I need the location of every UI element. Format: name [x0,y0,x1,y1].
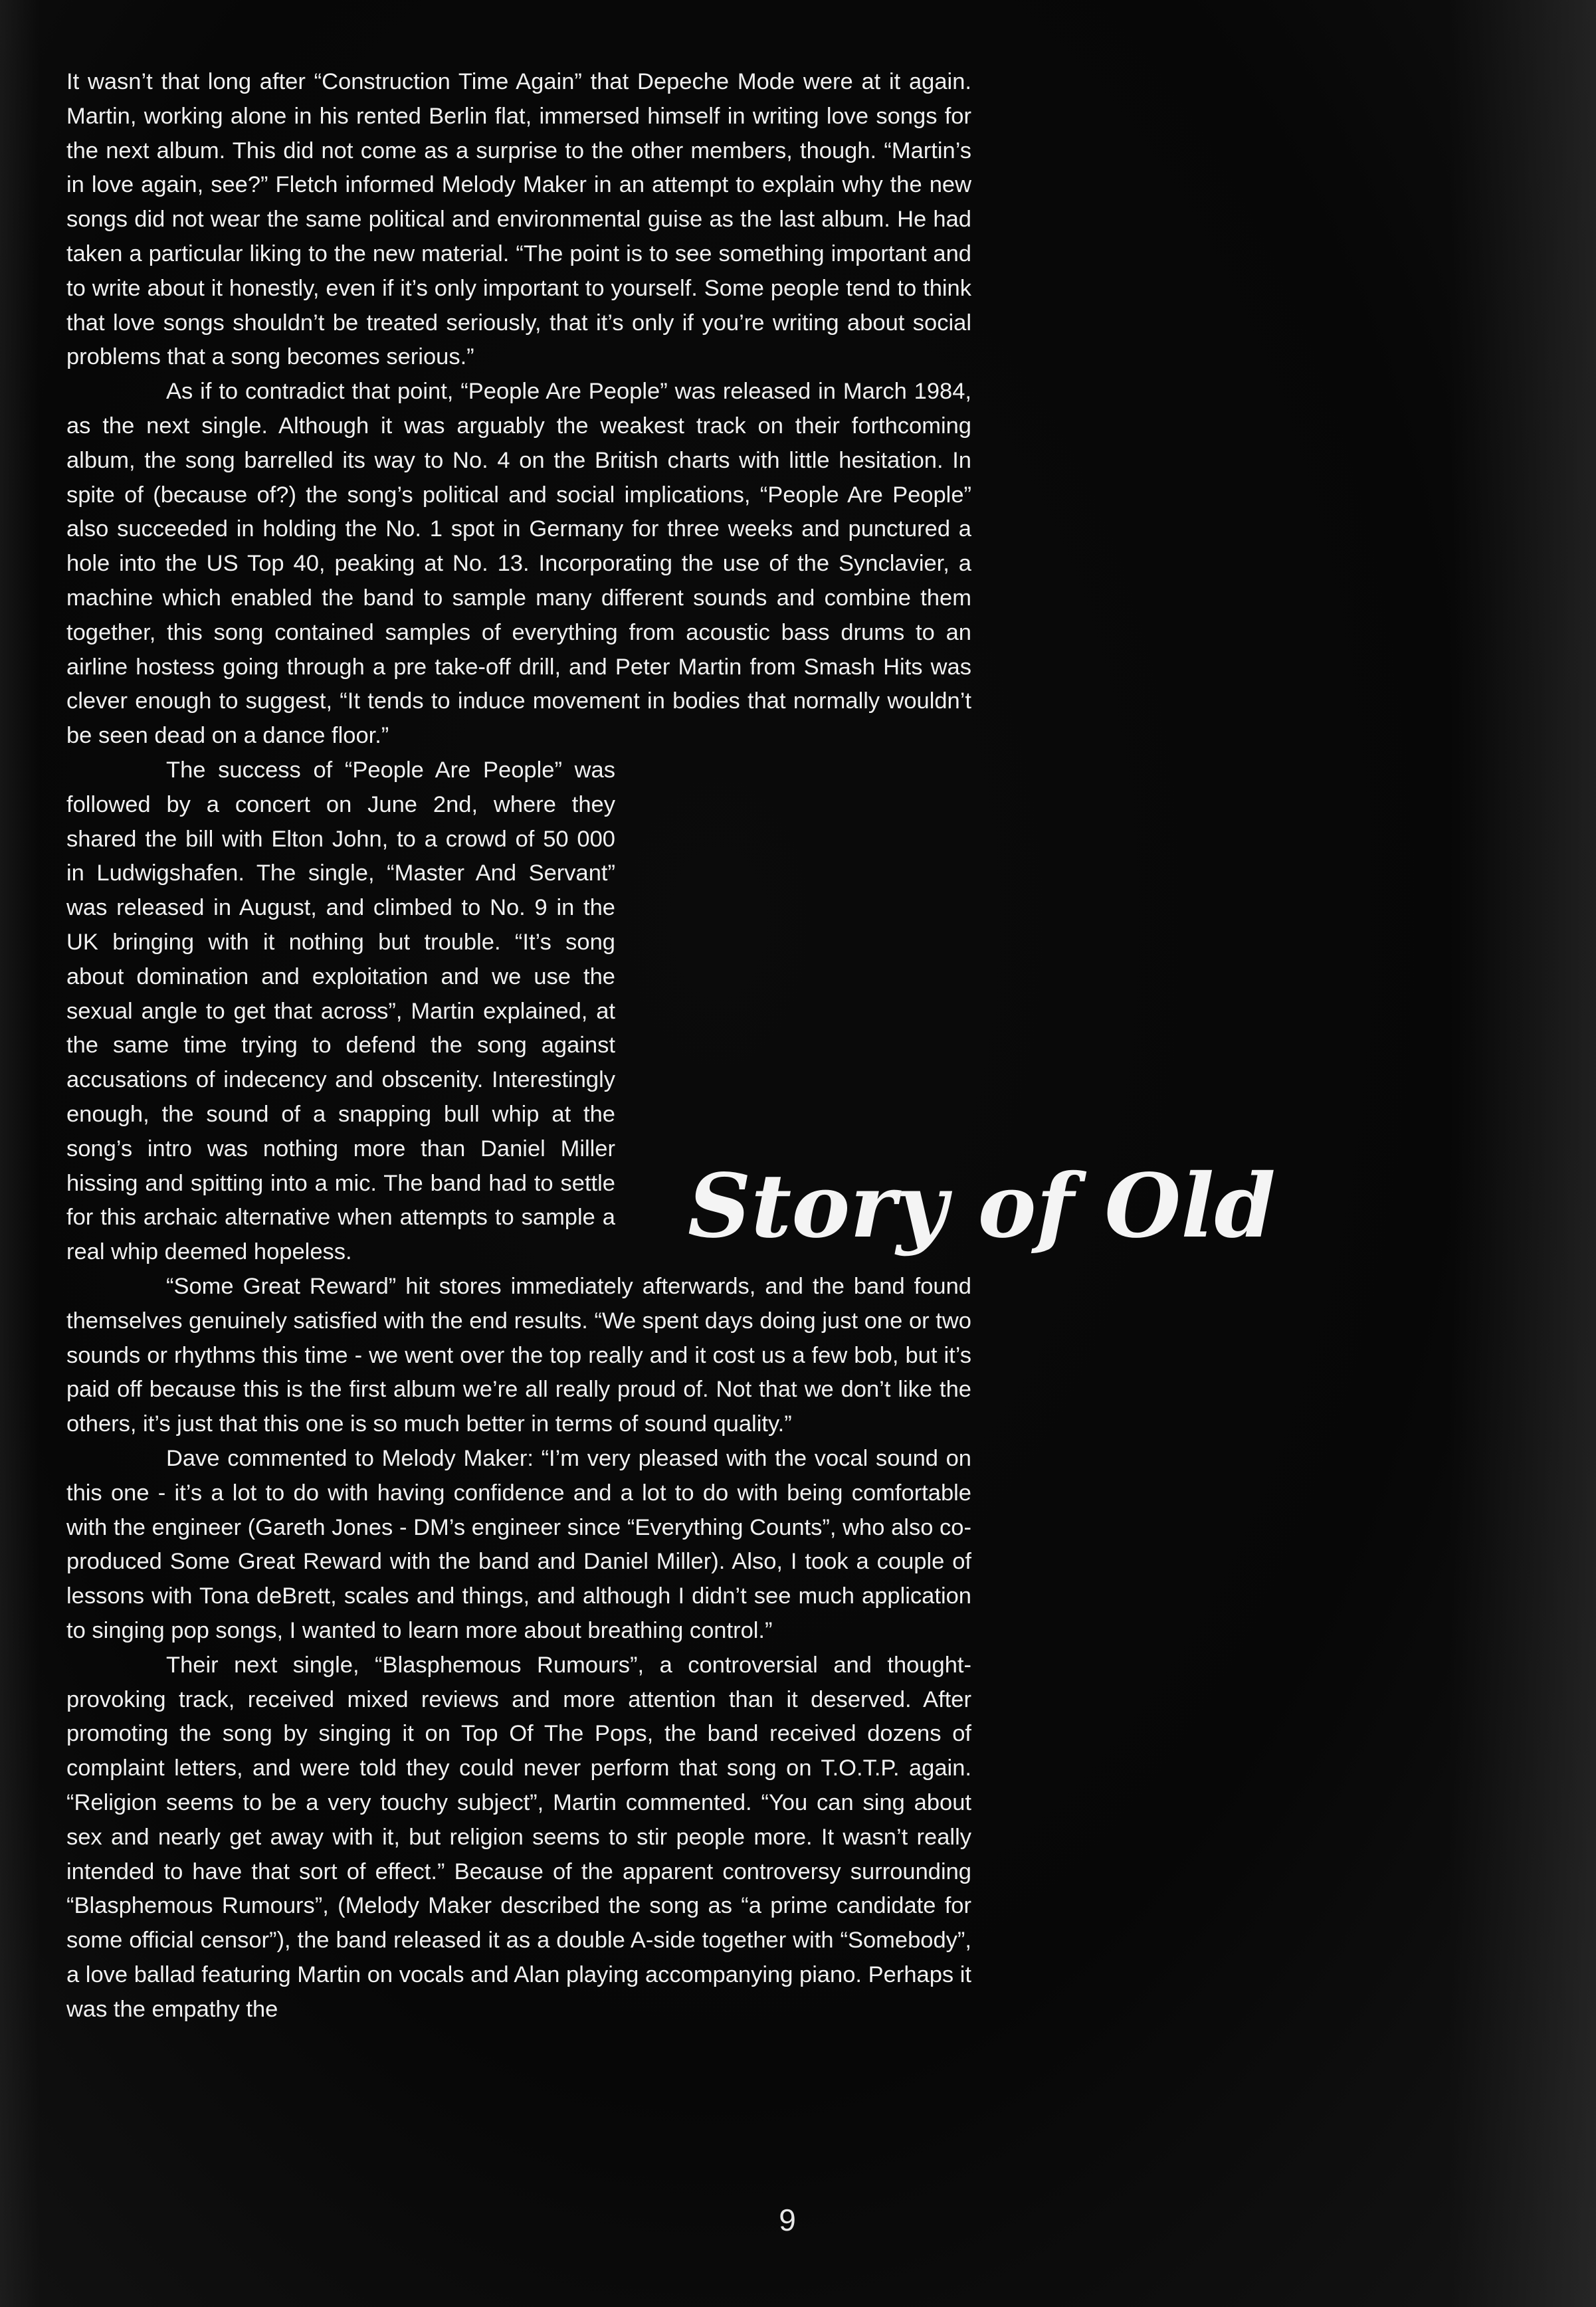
page-edge-shadow-right [1450,0,1596,2307]
article-paragraph: It wasn’t that long after “Construction Time Again” that Depeche Mode were at it again. Martin, working alone in his rented Berlin flat, immersed himself in writing love songs for the next album. This did not come as a surprise to the other members, though. “Martin’s in love again, see?” Fletch informed Melody Maker in an attempt to explain why the new songs did not wear the same political and environmental guise as the last album. He had taken a particular liking to the new material. “The point is to see something important and to write about it honestly, even if it’s only important to yourself. Some people tend to think that love songs shouldn’t be treated seriously, that it’s only if you’re writing about social problems that a song becomes serious.” [66,69,971,370]
article-paragraph: Their next single, “Blasphemous Rumours”, a controversial and thought-provoking track, received mixed reviews and more attention than it deserved. After promoting the song by singing it on Top Of The Pops, the band received dozens of complaint letters, and were told they could never perform that song on T.O.T.P. again. “Religion seems to be a very touchy subject”, Martin commented. “You can sing about sex and nearly get away with it, but religion seems to stir people more. It wasn’t really intended to have that sort of effect.” Because of the apparent controversy surrounding “Blasphemous Rumours”, (Melody Maker described the song as “a prime candidate for some official censor”), the band released it as a double A-side together with “Somebody”, a love ballad featuring Martin on vocals and Alan playing accompanying piano. Perhaps it was the empathy the [66,1652,971,2022]
article-body [66,65,971,1270]
section-heading [688,1137,1276,1296]
article-paragraph: Dave commented to Melody Maker: “I’m very pleased with the vocal sound on this one - it’s a lot to do with having confidence and a lot to do with being comfortable with the engineer (Gareth Jones - DM’s engineer since “Everything Counts”, who also co-produced Some Great Reward with the band and Daniel Miller). Also, I took a couple of lessons with Tona deBrett, scales and things, and although I didn’t see much application to singing pop songs, I wanted to learn more about breathing control.” [66,1445,971,1643]
page-number: 9 [779,2203,796,2237]
article-paragraph: The success of “People Are People” was followed by a concert on June 2nd, where they shared the bill with Elton John, to a crowd of 50 000 in Ludwigshafen. The single, “Master And Servant” was released in August, and climbed to No. 9 in the UK bringing with it nothing but trouble. “It’s song about domination and exploitation and we use the sexual angle to get that across”, Martin explained, at the same time trying to defend the song against accusations of indecency and obscenity. Interestingly enough, the sound of a snapping bull whip at the song’s intro was nothing more than Daniel Miller hissing and spitting into a mic. The band had to settle for this archaic alternative when attempts to sample a real whip deemed hopeless. [66,757,615,1265]
article-paragraph: “Some Great Reward” hit stores immediately afterwards, and the band found themselves genuinely satisfied with the end results. “We spent days doing just one or two sounds or rhythms this time - we went over the top really and it cost us a few bob, but it’s paid off because this is the first album we’re all really proud of. Not that we don’t like the others, it’s just that this one is so much better in terms of sound quality.” [66,1274,971,1437]
article-paragraph: As if to contradict that point, “People Are People” was released in March 1984, as the next single. Although it was arguably the weakest track on their forthcoming album, the song barrelled its way to No. 4 on the British charts with little hesitation. In spite of (because of?) the song’s political and social implications, “People Are People” also succeeded in holding the No. 1 spot in Germany for three weeks and punctured a hole into the US Top 40, peaking at No. 13. Incorporating the use of the Synclavier, a machine which enabled the band to sample many different sounds and combine them together, this song contained samples of everything from acoustic bass drums to an airline hostess going through a pre take-off drill, and Peter Martin from Smash Hits was clever enough to suggest, “It tends to induce movement in bodies that normally wouldn’t be seen dead on a dance floor.” [66,379,971,749]
section-heading-text: Story of Old [688,1155,1276,1258]
article-body-continued [66,1270,971,2027]
page-edge-shadow-left [0,0,40,2307]
narrow-text-block [66,753,615,1270]
